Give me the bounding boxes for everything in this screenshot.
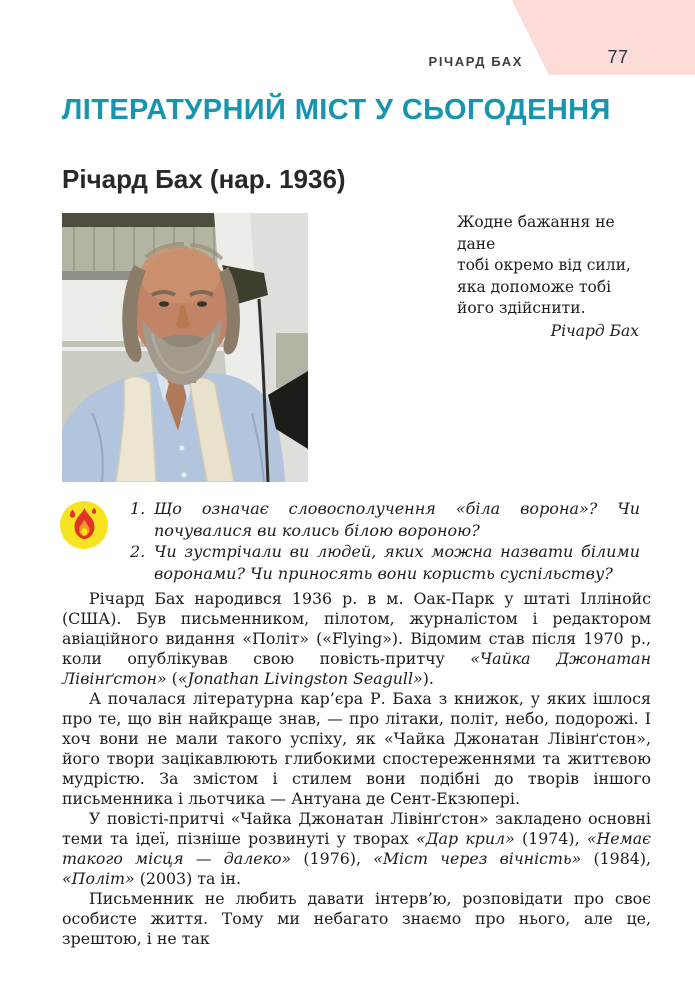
question-number: 2. bbox=[130, 542, 146, 561]
question-number: 1. bbox=[130, 499, 146, 518]
epigraph-line: яка допоможе тобі bbox=[457, 277, 612, 296]
paragraph: У повісті-притчі «Чайка Джонатан Лівінґстон» закладено основні теми та ідеї, пізніше розвинуті у творах «Дар крил» (1974), «Немає такого місця — далеко» (1976), «Міст через вічність» (1984), «Політ» (2003) та ін. bbox=[62, 809, 652, 888]
portrait-illustration bbox=[62, 213, 308, 482]
question-item bbox=[130, 541, 640, 584]
question-text: Що означає словосполучення «біла ворона»? Чи почувалися ви колись білою вороною? bbox=[154, 499, 640, 540]
author-heading: Річард Бах (нар. 1936) bbox=[62, 164, 346, 194]
epigraph-line: тобі окремо від сили, bbox=[457, 256, 631, 274]
paragraph: А почалася літературна кар’єра Р. Баха з книжок, у яких ішлося про те, що він найкраще знав, — про літаки, політ, небо, подорожі. І хоч вони не мали такого успіху, як «Чайка Джонатан Лівінґстон», його твори зацікавлюють глибокими спостереженнями та життєвою мудрістю. За змістом і стилем вони подібні до творів іншого письменника і льотчика — Антуана де Сент-Екзюпері. bbox=[62, 689, 651, 808]
section-title: ЛІТЕРАТУРНИЙ МІСТ У СЬОГОДЕННЯ bbox=[62, 94, 611, 126]
article-text bbox=[62, 589, 651, 949]
flame-icon bbox=[60, 501, 108, 549]
richard-bach-photo bbox=[62, 213, 308, 482]
epigraph-attribution: Річард Бах bbox=[550, 321, 639, 340]
running-header: РІЧАРД БАХ bbox=[428, 54, 523, 69]
question-text: Чи зустрічали ви людей, яких можна назвати білими воронами? Чи приносять вони користь суспільству? bbox=[154, 542, 640, 583]
page-number: 77 bbox=[607, 47, 629, 67]
epigraph-line: Жодне бажання не дане bbox=[457, 213, 615, 253]
question-item bbox=[130, 498, 640, 541]
epigraph-line: його здійснити. bbox=[457, 299, 586, 317]
epigraph bbox=[457, 212, 641, 342]
question-list bbox=[130, 498, 640, 584]
paragraph: Річард Бах народився 1936 р. в м. Оак-Парк у штаті Іллінойс (США). Був письменником, пілотом, журналістом і редактором авіаційного видання «Політ» («Flying»). Відомим став після 1970 р., коли опублікував свою повість-притчу «Чайка Джонатан Лівінґстон» («Jonathan Livingston Seagull»). bbox=[62, 589, 652, 688]
questions-block bbox=[58, 498, 642, 584]
paragraph: Письменник не любить давати інтерв’ю, розповідати про своє особисте життя. Тому ми небагато знаємо про нього, але це, зрештою, і не так bbox=[62, 889, 651, 948]
